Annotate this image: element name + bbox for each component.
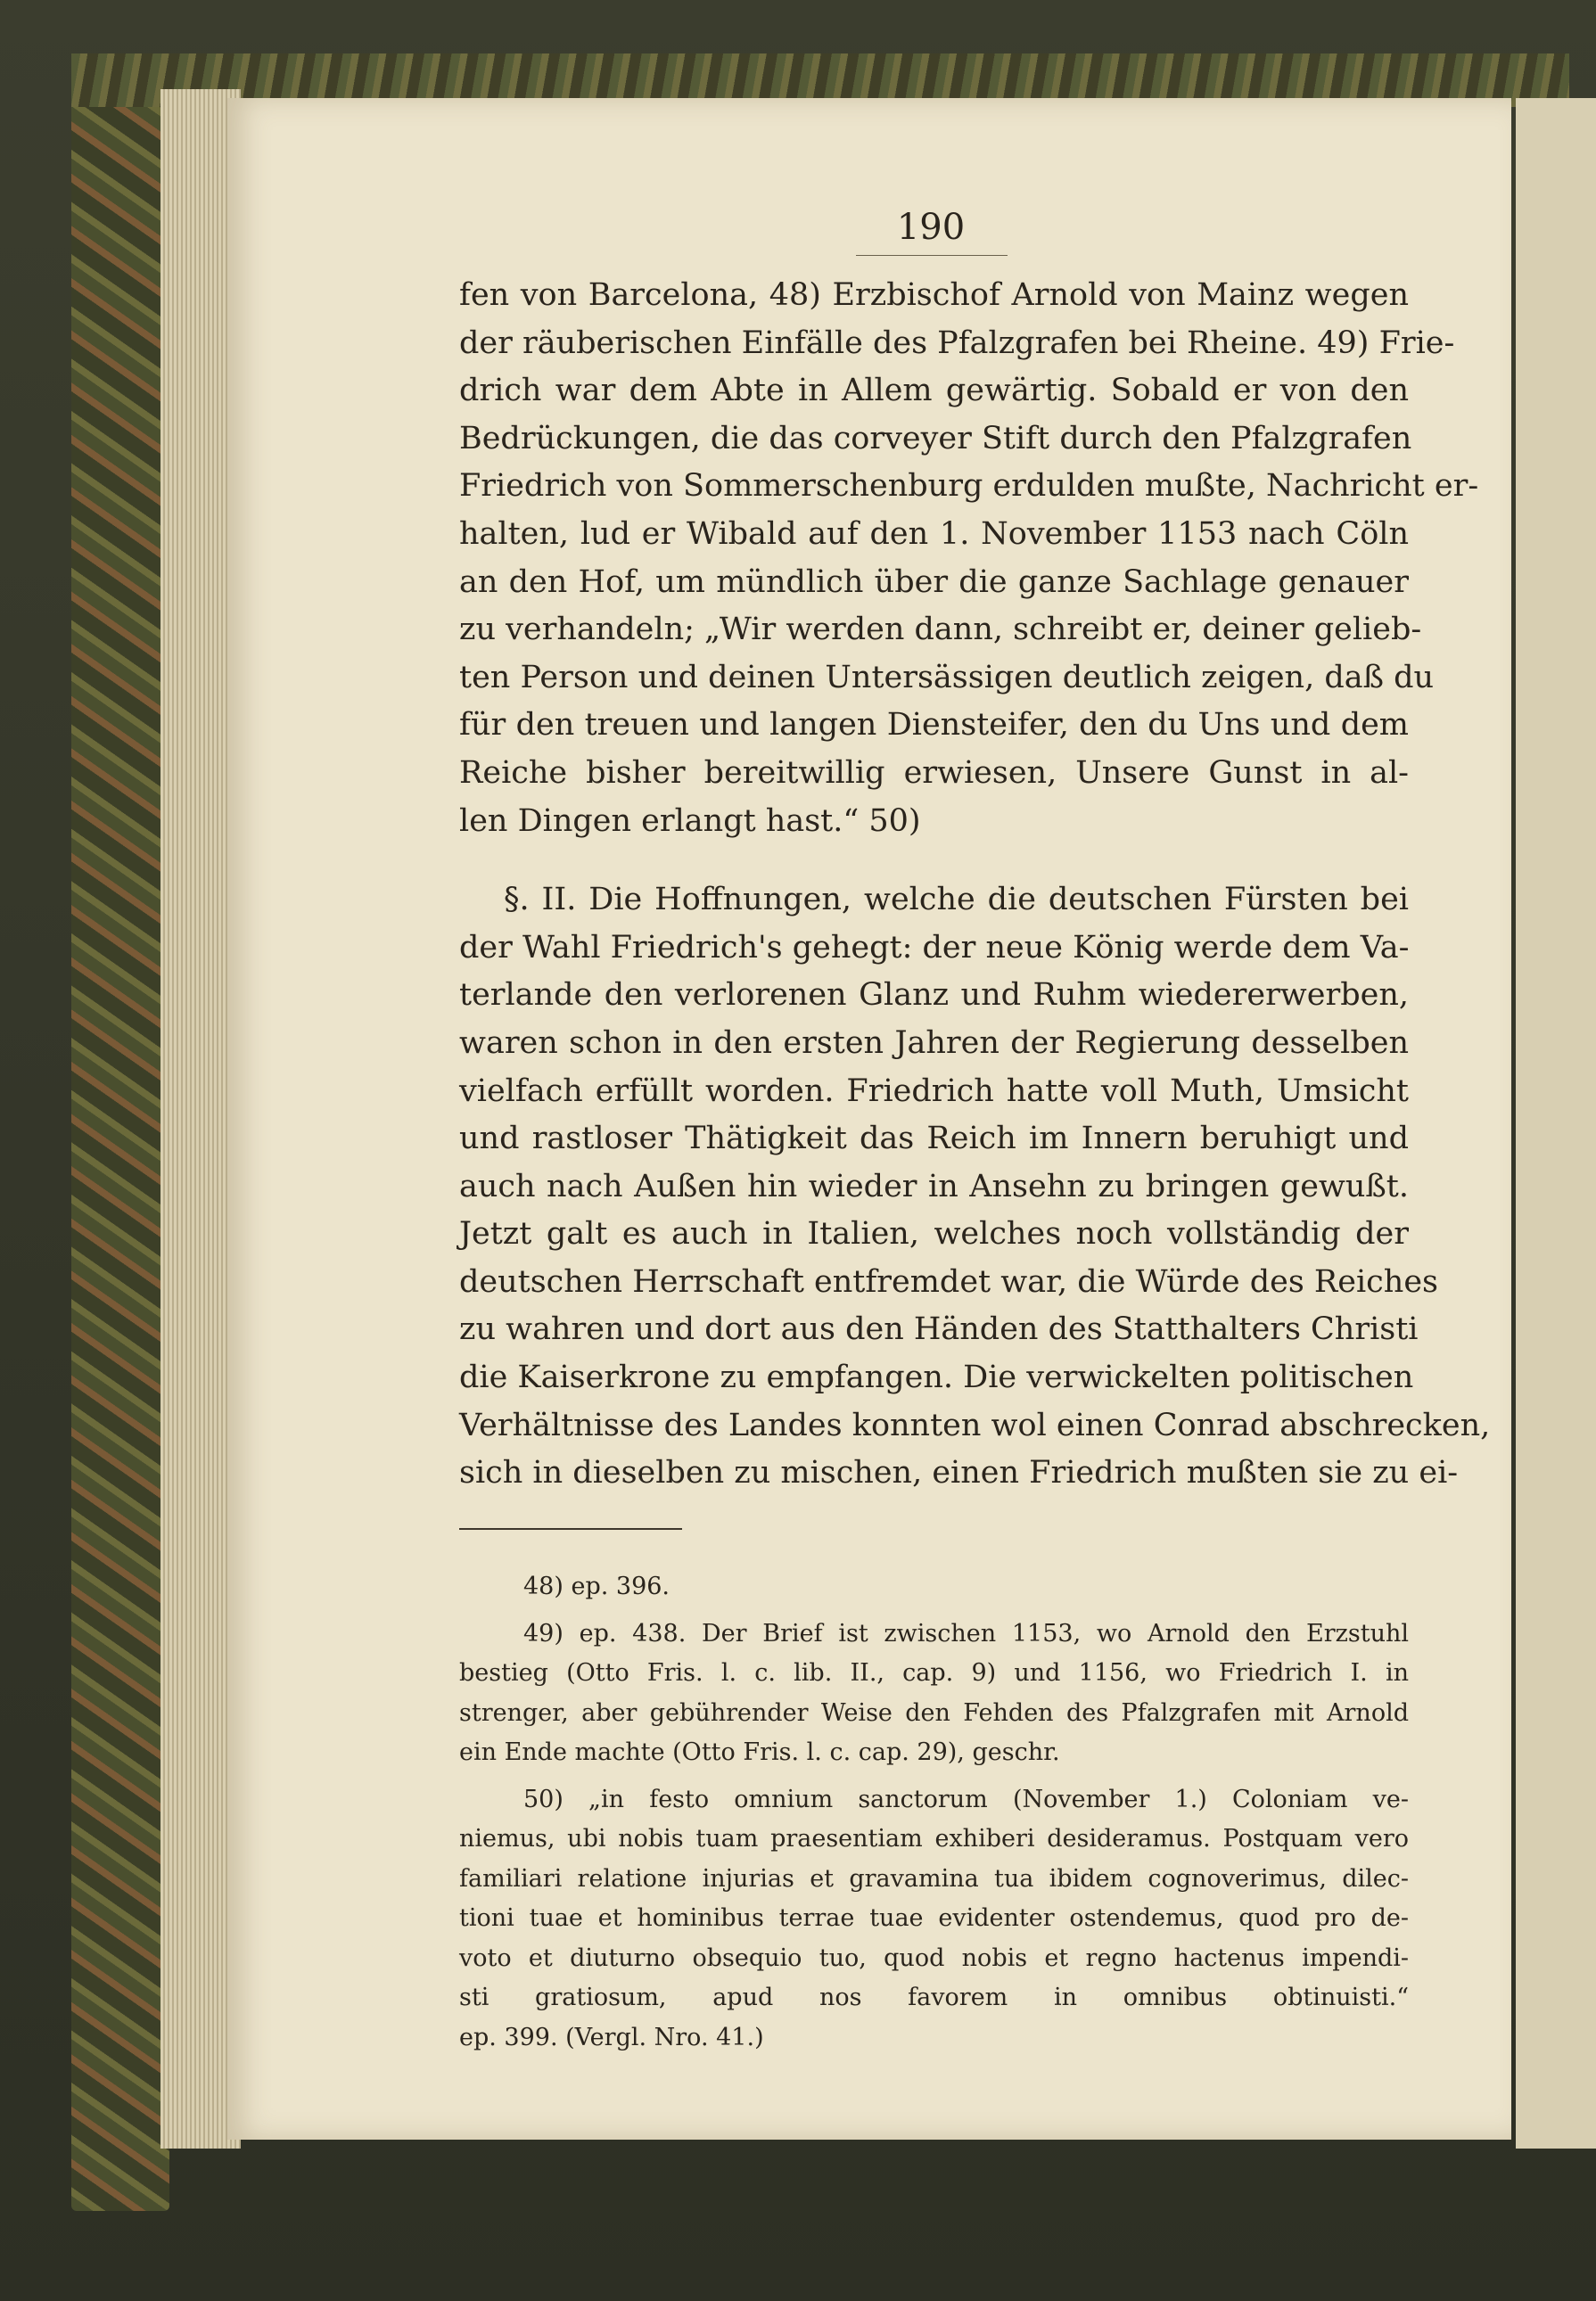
footnote-gap [459, 1773, 1409, 1780]
text-line: für den treuen und langen Diensteifer, den du Uns und dem [459, 707, 1409, 744]
text-line: und rastloser Thätigkeit das Reich im Innern beruhigt und [459, 1121, 1409, 1157]
footnote-rule [459, 1528, 682, 1530]
marbled-book-cover [71, 53, 169, 2211]
footnote-49-line: strenger, aber gebührender Weise den Fehden des Pfalzgrafen mit Arnold [459, 1698, 1409, 1727]
text-line: ten Person und deinen Untersässigen deutlich zeigen, daß du [459, 659, 1435, 695]
text-line: terlande den verlorenen Glanz und Ruhm wiedererwerben, [459, 977, 1409, 1014]
text-line: zu verhandeln; „Wir werden dann, schreibt er, deiner gelieb- [459, 612, 1422, 648]
footnote-50-line: 50) „in festo omnium sanctorum (November 1.) Coloniam ve- [523, 1785, 1409, 1813]
text-line: Bedrückungen, die das corveyer Stift durch den Pfalzgrafen [459, 420, 1412, 456]
text-line: zu wahren und dort aus den Händen des Statthalters Christi [459, 1311, 1419, 1348]
footnote-50-line: tioni tuae et hominibus terrae tuae evidenter ostendemus, quod pro de- [459, 1904, 1409, 1932]
text-line: deutschen Herrschaft entfremdet war, die Würde des Reiches [459, 1263, 1438, 1300]
text-line: der Wahl Friedrich's gehegt: der neue König werde dem Va- [459, 929, 1410, 966]
footnote-49-line: 49) ep. 438. Der Brief ist zwischen 1153, wo Arnold den Erzstuhl [523, 1619, 1409, 1648]
text-line: Verhältnisse des Landes konnten wol einen Conrad abschrecken, [459, 1407, 1491, 1443]
text-line: Friedrich von Sommerschenburg erdulden mußte, Nachricht er- [459, 468, 1479, 505]
footnote-49-line: ein Ende machte (Otto Fris. l. c. cap. 29), geschr. [459, 1738, 1060, 1766]
paragraph-gap [459, 845, 1409, 876]
main-text [459, 272, 1491, 1498]
text-line: halten, lud er Wibald auf den 1. November 1153 nach Cöln [459, 515, 1409, 552]
text-line: die Kaiserkrone zu empfangen. Die verwickelten politischen [459, 1360, 1414, 1396]
footnote-50-line: ep. 399. (Vergl. Nro. 41.) [459, 2023, 764, 2051]
text-line: der räuberischen Einfälle des Pfalzgrafen bei Rheine. 49) Frie- [459, 325, 1455, 361]
footnote-48: 48) ep. 396. [523, 1573, 670, 1600]
footnotes [459, 1567, 1409, 2058]
text-line: vielfach erfüllt worden. Friedrich hatte voll Muth, Umsicht [459, 1072, 1409, 1109]
text-line: Jetzt galt es auch in Italien, welches noch vollständig der [459, 1216, 1409, 1253]
header-rule [856, 255, 1008, 256]
text-line: fen von Barcelona, 48) Erzbischof Arnold von Mainz wegen [459, 277, 1409, 313]
footnote-gap [459, 1607, 1409, 1615]
section-heading-line: §. II. Die Hoffnungen, welche die deutschen Fürsten bei [504, 882, 1409, 918]
footnote-50-line: sti gratiosum, apud nos favorem in omnibus obtinuisti.“ [459, 1984, 1409, 2011]
text-line: len Dingen erlangt hast.“ 50) [459, 802, 921, 839]
text-line: sich in dieselben zu mischen, einen Friedrich mußten sie zu ei- [459, 1455, 1459, 1492]
text-line: drich war dem Abte in Allem gewärtig. Sobald er von den [459, 373, 1409, 409]
footnote-49-line: bestieg (Otto Fris. l. c. lib. II., cap. 9) und 1156, wo Friedrich I. in [459, 1659, 1409, 1687]
adjacent-page-edge [1516, 98, 1596, 2149]
text-line: auch nach Außen hin wieder in Ansehn zu bringen gewußt. [459, 1168, 1409, 1204]
text-line: Reiche bisher bereitwillig erwiesen, Unsere Gunst in al- [459, 754, 1409, 791]
page-number: 190 [896, 207, 966, 248]
footnote-50-line: niemus, ubi nobis tuam praesentiam exhiberi desideramus. Postquam vero [459, 1825, 1409, 1853]
footnote-50-line: familiari relatione injurias et gravamina tua ibidem cognoverimus, dilec- [459, 1864, 1409, 1893]
text-line: waren schon in den ersten Jahren der Regierung desselben [459, 1024, 1409, 1061]
footnote-50-line: voto et diuturno obsequio tuo, quod nobis et regno hactenus impendi- [459, 1944, 1409, 1972]
text-line: an den Hof, um mündlich über die ganze Sachlage genauer [459, 563, 1409, 600]
